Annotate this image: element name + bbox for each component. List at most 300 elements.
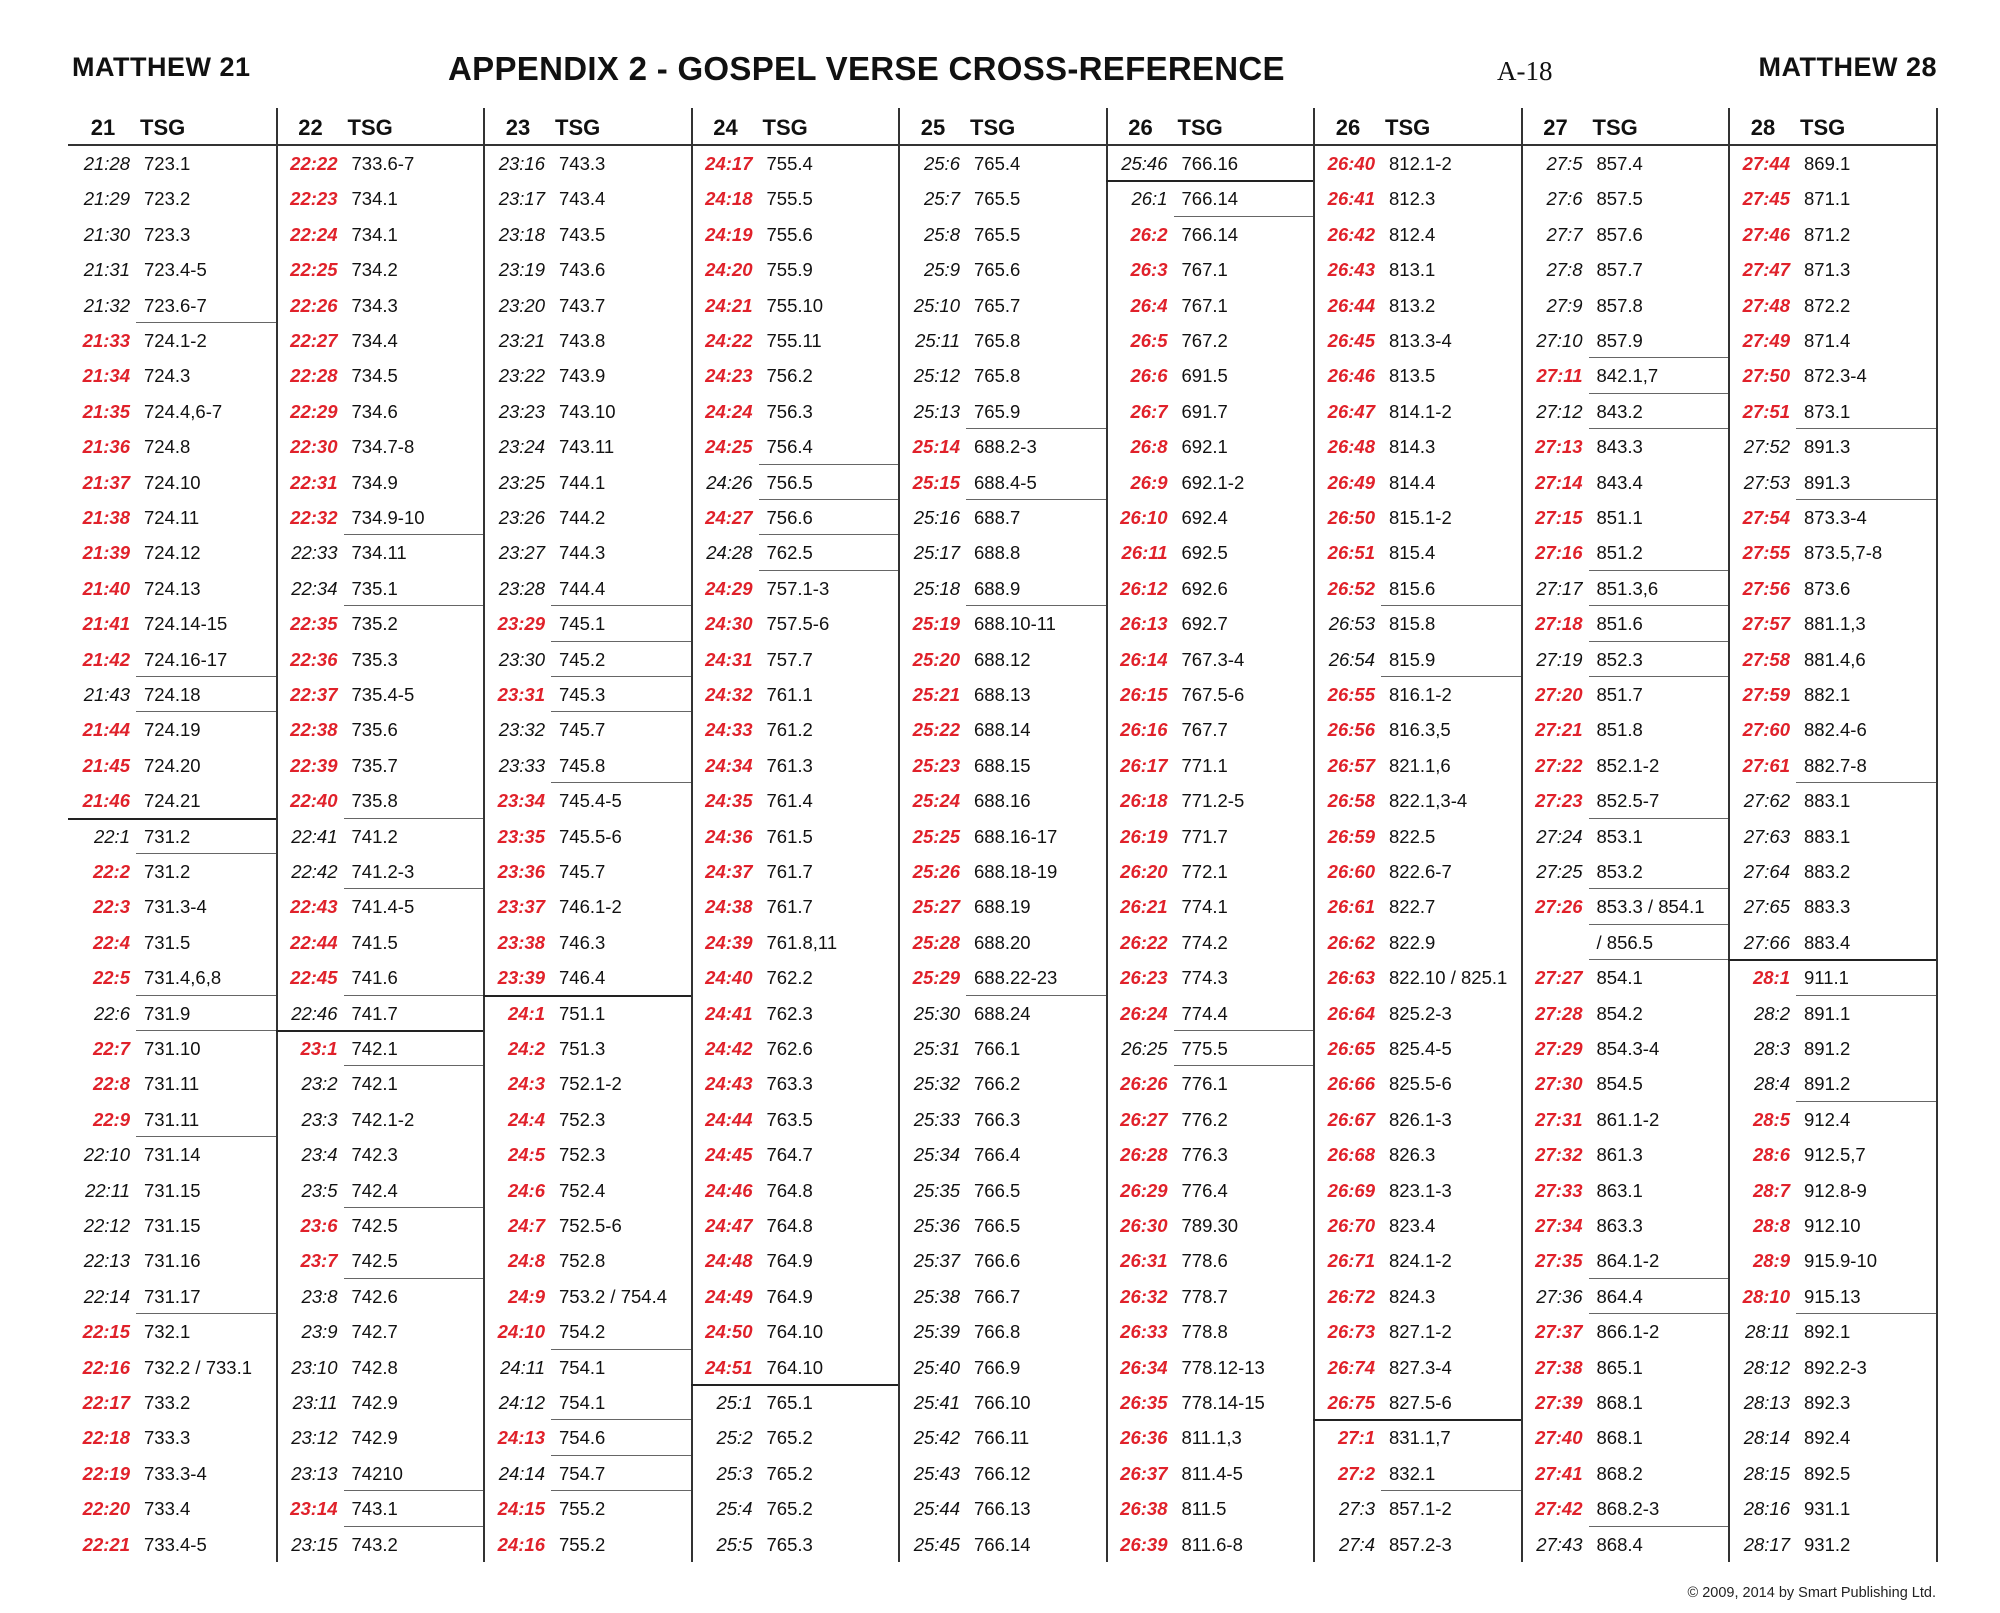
table-row — [898, 1526, 1106, 1561]
verse-reference: 22:8 — [92, 1073, 130, 1095]
tsg-reference: 741.7 — [351, 1002, 398, 1024]
tsg-reference: 857.7 — [1596, 259, 1643, 281]
verse-reference: 26:62 — [1327, 931, 1375, 953]
table-row — [1521, 818, 1729, 853]
tsg-reference: 731.16 — [144, 1250, 201, 1272]
group-divider — [1796, 428, 1936, 429]
verse-reference: 23:36 — [497, 861, 545, 882]
verse-reference: 22:25 — [290, 259, 338, 281]
verse-reference: 24:34 — [705, 754, 753, 776]
tsg-reference: 857.5 — [1596, 188, 1643, 210]
verse-reference: 22:20 — [82, 1498, 130, 1520]
column-3 — [483, 108, 693, 1562]
group-divider — [1589, 605, 1729, 606]
verse-reference: 27:1 — [1337, 1427, 1375, 1449]
tsg-reference: 723.3 — [144, 223, 191, 245]
tsg-reference: 735.4-5 — [351, 684, 415, 705]
table-row — [898, 924, 1106, 959]
table-row — [276, 747, 484, 782]
group-divider — [1174, 216, 1314, 217]
verse-reference: 26:12 — [1120, 577, 1168, 599]
verse-reference: 27:29 — [1535, 1038, 1583, 1059]
tsg-reference: 688.16 — [974, 790, 1031, 812]
verse-reference: 23:28 — [498, 577, 545, 599]
verse-reference: 27:66 — [1743, 931, 1790, 953]
table-row — [691, 1136, 899, 1171]
tsg-reference: 767.2 — [1181, 330, 1228, 351]
group-divider — [136, 711, 276, 712]
verse-reference: 27:44 — [1742, 153, 1790, 174]
tsg-reference: 746.1-2 — [559, 896, 622, 918]
group-divider — [551, 605, 691, 606]
tsg-reference: 823.1-3 — [1389, 1179, 1452, 1201]
tsg-reference: 764.10 — [766, 1356, 824, 1378]
tsg-reference: 757.7 — [766, 648, 813, 670]
table-row — [898, 782, 1106, 817]
verse-reference: 24:18 — [705, 188, 753, 210]
column-tsg-label: TSG — [762, 115, 808, 140]
table-row — [1106, 464, 1314, 499]
table-row — [1313, 464, 1521, 499]
table-row — [276, 1030, 484, 1065]
verse-reference: 21:28 — [83, 153, 130, 174]
chapter-divider — [691, 1384, 899, 1386]
tsg-reference: 871.4 — [1804, 330, 1851, 351]
tsg-reference: 692.1 — [1181, 436, 1228, 458]
tsg-reference: 815.4 — [1389, 542, 1436, 564]
table-row — [1106, 428, 1314, 463]
table-row — [276, 1455, 484, 1490]
table-row — [1106, 180, 1314, 215]
table-row — [483, 1384, 691, 1419]
verse-reference: 21:37 — [82, 471, 130, 493]
tsg-reference: 767.3-4 — [1181, 648, 1245, 670]
tsg-reference: 724.4,6-7 — [144, 400, 223, 422]
column-tsg-label: TSG — [1385, 115, 1431, 140]
table-row — [276, 711, 484, 746]
tsg-reference: 724.12 — [144, 542, 201, 564]
verse-reference: 21:33 — [82, 330, 130, 351]
tsg-reference: 766.5 — [974, 1215, 1021, 1236]
group-divider — [966, 428, 1106, 429]
table-row — [1313, 251, 1521, 286]
group-divider — [1589, 818, 1729, 819]
table-row — [483, 1101, 691, 1136]
table-row — [1728, 1172, 1936, 1207]
table-row — [1521, 534, 1729, 569]
column-7 — [1313, 108, 1523, 1562]
group-divider — [136, 995, 276, 996]
verse-reference: 28:7 — [1752, 1179, 1790, 1201]
tsg-reference: 825.4-5 — [1389, 1038, 1452, 1059]
verse-reference: 26:7 — [1130, 400, 1168, 422]
table-row — [691, 1242, 899, 1277]
tsg-reference: 766.2 — [974, 1073, 1021, 1095]
tsg-reference: 881.4,6 — [1804, 648, 1866, 670]
tsg-reference: 734.5 — [351, 365, 398, 387]
tsg-reference: 766.12 — [974, 1462, 1031, 1484]
tsg-reference: 766.5 — [974, 1179, 1021, 1201]
verse-reference: 22:37 — [290, 684, 338, 705]
tsg-reference: 724.19 — [144, 719, 201, 741]
table-row — [1313, 605, 1521, 640]
tsg-reference: 853.3 / 854.1 — [1596, 896, 1705, 918]
table-row — [276, 1278, 484, 1313]
table-row — [1106, 1172, 1314, 1207]
tsg-reference: 813.1 — [1389, 259, 1436, 281]
table-row — [483, 818, 691, 853]
tsg-reference: 756.4 — [766, 436, 813, 458]
table-row — [691, 357, 899, 392]
verse-reference: 25:34 — [913, 1144, 960, 1166]
tsg-reference: 752.4 — [559, 1179, 606, 1201]
tsg-reference: 766.6 — [974, 1250, 1021, 1272]
tsg-reference: 912.8-9 — [1804, 1179, 1867, 1201]
table-row — [691, 959, 899, 994]
tsg-reference: 826.3 — [1389, 1144, 1436, 1166]
column-tsg-label: TSG — [1592, 115, 1638, 140]
table-row — [1728, 1065, 1936, 1100]
group-divider — [1589, 357, 1729, 358]
verse-reference: 27:53 — [1743, 471, 1790, 493]
verse-reference: 23:33 — [498, 754, 545, 776]
tsg-reference: 761.8,11 — [766, 931, 838, 953]
table-row — [898, 711, 1106, 746]
verse-reference: 28:9 — [1752, 1250, 1790, 1272]
table-row — [68, 1384, 276, 1419]
verse-reference: 23:30 — [498, 648, 545, 670]
tsg-reference: 766.4 — [974, 1144, 1021, 1166]
verse-reference: 23:24 — [498, 436, 545, 458]
tsg-reference: 734.11 — [351, 542, 407, 564]
verse-reference: 22:12 — [83, 1215, 130, 1236]
verse-reference: 24:16 — [497, 1533, 545, 1555]
tsg-reference: 891.2 — [1804, 1073, 1851, 1095]
table-row — [483, 1065, 691, 1100]
table-row — [691, 853, 899, 888]
table-row — [898, 499, 1106, 534]
tsg-reference: 823.4 — [1389, 1215, 1436, 1236]
table-row — [1313, 570, 1521, 605]
tsg-reference: 731.5 — [144, 931, 191, 953]
tsg-reference: 891.2 — [1804, 1038, 1851, 1059]
verse-reference: 26:72 — [1327, 1285, 1375, 1307]
tsg-reference: 688.20 — [974, 931, 1031, 953]
tsg-reference: 751.3 — [559, 1038, 606, 1059]
tsg-reference: 692.7 — [1181, 613, 1228, 635]
verse-reference: 21:40 — [82, 577, 130, 599]
table-row — [691, 1313, 899, 1348]
table-row — [1728, 1455, 1936, 1490]
tsg-reference: 774.4 — [1181, 1002, 1228, 1024]
table-row — [276, 641, 484, 676]
table-row — [898, 641, 1106, 676]
verse-reference: 23:16 — [498, 153, 545, 174]
tsg-reference: 825.2-3 — [1389, 1002, 1452, 1024]
verse-reference: 26:55 — [1327, 684, 1375, 705]
verse-reference: 25:8 — [923, 223, 960, 245]
verse-reference: 27:65 — [1743, 896, 1790, 918]
tsg-reference: 868.4 — [1596, 1533, 1643, 1555]
verse-reference: 22:26 — [290, 294, 338, 316]
verse-reference: 22:15 — [82, 1321, 130, 1343]
table-row — [1313, 888, 1521, 923]
table-row — [1106, 287, 1314, 322]
group-divider — [1589, 1313, 1729, 1314]
header-right-book: MATTHEW 28 — [1758, 52, 1937, 82]
table-row — [1313, 676, 1521, 711]
table-row — [276, 534, 484, 569]
verse-reference: 24:40 — [705, 967, 753, 989]
table-row — [1728, 534, 1936, 569]
verse-reference: 23:1 — [300, 1038, 338, 1059]
table-row — [1521, 1313, 1729, 1348]
verse-reference: 26:44 — [1327, 294, 1375, 316]
tsg-reference: 755.5 — [766, 188, 813, 210]
verse-reference: 25:32 — [913, 1073, 960, 1095]
verse-reference: 24:6 — [507, 1179, 545, 1201]
chapter-divider — [483, 995, 691, 997]
table-row — [1313, 1101, 1521, 1136]
table-row — [691, 1384, 899, 1419]
verse-reference: 24:43 — [705, 1073, 753, 1095]
column-header — [1106, 108, 1314, 146]
table-row — [898, 747, 1106, 782]
table-row — [691, 924, 899, 959]
tsg-reference: 742.4 — [351, 1179, 398, 1201]
tsg-reference: 688.22-23 — [974, 967, 1058, 989]
table-row — [276, 676, 484, 711]
tsg-reference: 756.2 — [766, 365, 813, 387]
group-divider — [136, 1030, 276, 1031]
verse-reference: 25:5 — [716, 1533, 753, 1555]
table-row — [276, 1313, 484, 1348]
table-row — [68, 818, 276, 853]
verse-reference: 22:36 — [290, 648, 338, 670]
tsg-reference: 761.4 — [766, 790, 813, 812]
tsg-reference: 755.2 — [559, 1533, 606, 1555]
column-chapter-number: 25 — [920, 115, 946, 140]
verse-reference: 22:10 — [83, 1144, 130, 1166]
verse-reference: 25:27 — [912, 896, 960, 918]
tsg-reference: 872.2 — [1804, 294, 1851, 316]
group-divider — [344, 995, 484, 996]
verse-reference: 23:29 — [497, 613, 545, 635]
verse-reference: 26:6 — [1130, 365, 1168, 387]
table-row — [1728, 676, 1936, 711]
tsg-reference: 757.1-3 — [766, 577, 830, 599]
tsg-reference: 822.7 — [1389, 896, 1436, 918]
tsg-reference: 734.3 — [351, 294, 398, 316]
table-row — [1313, 1207, 1521, 1242]
verse-reference: 26:8 — [1130, 436, 1168, 458]
table-row — [1728, 1313, 1936, 1348]
verse-reference: 23:18 — [498, 223, 545, 245]
tsg-reference: 733.3 — [144, 1427, 191, 1449]
verse-reference: 25:4 — [716, 1498, 753, 1520]
table-row — [898, 216, 1106, 251]
tsg-reference: 843.4 — [1596, 471, 1643, 493]
tsg-reference: 742.5 — [351, 1215, 398, 1236]
tsg-reference: 766.14 — [974, 1533, 1031, 1555]
verse-reference: 26:34 — [1120, 1356, 1168, 1378]
group-divider — [966, 605, 1106, 606]
verse-reference: 26:48 — [1327, 436, 1375, 458]
table-row — [1521, 1101, 1729, 1136]
table-row — [1106, 1384, 1314, 1419]
table-row — [276, 853, 484, 888]
tsg-reference: 731.11 — [144, 1073, 200, 1095]
group-divider — [344, 1065, 484, 1066]
table-row — [1106, 888, 1314, 923]
table-row — [1106, 711, 1314, 746]
verse-reference: 25:20 — [912, 648, 960, 670]
table-row — [691, 1455, 899, 1490]
tsg-reference: 778.14-15 — [1181, 1392, 1265, 1413]
table-row — [1728, 711, 1936, 746]
table-row — [898, 1419, 1106, 1454]
table-row — [898, 995, 1106, 1030]
verse-reference: 26:42 — [1327, 223, 1375, 245]
column-chapter-number: 22 — [298, 115, 323, 140]
tsg-reference: 724.21 — [144, 790, 201, 812]
table-row — [1313, 1490, 1521, 1525]
tsg-reference: 825.5-6 — [1389, 1073, 1452, 1095]
verse-reference: 22:44 — [290, 931, 338, 953]
verse-reference: 26:13 — [1120, 613, 1168, 635]
group-divider — [1381, 1490, 1521, 1491]
verse-reference: 27:28 — [1535, 1002, 1583, 1024]
table-row — [483, 888, 691, 923]
table-row — [1106, 145, 1314, 180]
table-row — [691, 180, 899, 215]
table-row — [1521, 1384, 1729, 1419]
table-row — [1521, 1136, 1729, 1171]
table-row — [1521, 959, 1729, 994]
verse-reference: 24:12 — [498, 1392, 545, 1413]
group-divider — [551, 1490, 691, 1491]
verse-reference: 21:41 — [82, 613, 130, 635]
table-row — [483, 287, 691, 322]
table-row — [691, 1030, 899, 1065]
verse-reference: 21:36 — [82, 436, 130, 458]
chapter-divider — [276, 1030, 484, 1032]
group-divider — [551, 1349, 691, 1350]
group-divider — [551, 782, 691, 783]
verse-reference: 27:59 — [1742, 684, 1790, 705]
table-row — [1106, 1101, 1314, 1136]
table-row — [1521, 995, 1729, 1030]
group-divider — [551, 1419, 691, 1420]
table-row — [68, 711, 276, 746]
table-row — [276, 959, 484, 994]
verse-reference: 27:61 — [1742, 754, 1790, 776]
table-row — [898, 1455, 1106, 1490]
table-row — [1728, 357, 1936, 392]
tsg-reference: 734.6 — [351, 400, 398, 422]
tsg-reference: 691.5 — [1181, 365, 1228, 387]
tsg-reference: 765.1 — [766, 1392, 813, 1413]
table-row — [1313, 322, 1521, 357]
tsg-reference: 724.18 — [144, 684, 201, 705]
table-row — [1313, 853, 1521, 888]
verse-reference: 27:34 — [1535, 1215, 1583, 1236]
table-row — [1106, 959, 1314, 994]
table-row — [276, 1349, 484, 1384]
column-chapter-number: 21 — [90, 115, 116, 140]
table-row — [276, 818, 484, 853]
tsg-reference: 822.5 — [1389, 825, 1436, 847]
verse-reference: 25:35 — [913, 1179, 960, 1201]
tsg-reference: 744.1 — [559, 471, 606, 493]
tsg-reference: 843.3 — [1596, 436, 1643, 458]
table-row — [276, 251, 484, 286]
tsg-reference: 852.3 — [1596, 648, 1643, 670]
verse-reference: 22:5 — [92, 967, 130, 989]
column-header — [1313, 108, 1521, 146]
group-divider — [759, 570, 899, 571]
table-row — [276, 1526, 484, 1561]
verse-reference: 22:33 — [291, 542, 338, 564]
verse-reference: 27:43 — [1536, 1533, 1583, 1555]
verse-reference: 26:28 — [1120, 1144, 1168, 1166]
copyright-notice: © 2009, 2014 by Smart Publishing Ltd. — [1687, 1585, 1936, 1601]
table-row — [691, 464, 899, 499]
table-row — [1106, 782, 1314, 817]
column-header — [276, 108, 484, 146]
tsg-reference: 766.3 — [974, 1108, 1021, 1130]
page-title: APPENDIX 2 - GOSPEL VERSE CROSS-REFERENCE — [448, 50, 1285, 87]
tsg-reference: 765.8 — [974, 365, 1021, 387]
group-divider — [759, 499, 899, 500]
verse-reference: 24:25 — [705, 436, 753, 458]
table-row — [1728, 959, 1936, 994]
verse-reference: 22:9 — [92, 1108, 130, 1130]
column-1 — [68, 108, 278, 1562]
verse-reference: 26:11 — [1121, 542, 1168, 564]
table-row — [1728, 1242, 1936, 1277]
table-row — [483, 995, 691, 1030]
verse-reference: 27:35 — [1535, 1250, 1583, 1272]
table-row — [1521, 1349, 1729, 1384]
tsg-reference: 822.9 — [1389, 931, 1436, 953]
table-row — [1106, 995, 1314, 1030]
table-row — [1728, 145, 1936, 180]
tsg-reference: 733.2 — [144, 1392, 191, 1413]
tsg-reference: 731.17 — [144, 1285, 201, 1307]
tsg-reference: 815.6 — [1389, 577, 1436, 599]
table-row — [1106, 1065, 1314, 1100]
group-divider — [344, 888, 484, 889]
column-4 — [691, 108, 901, 1562]
tsg-reference: 764.10 — [766, 1321, 824, 1343]
group-divider — [344, 1490, 484, 1491]
table-row — [1313, 499, 1521, 534]
group-divider — [1589, 1278, 1729, 1279]
table-row — [483, 1455, 691, 1490]
verse-reference: 26:67 — [1327, 1108, 1375, 1130]
tsg-reference: 741.2 — [351, 825, 398, 847]
tsg-reference: 692.6 — [1181, 577, 1228, 599]
table-row — [68, 322, 276, 357]
tsg-reference: 752.3 — [559, 1144, 606, 1166]
table-row — [276, 216, 484, 251]
tsg-reference: 873.6 — [1804, 577, 1851, 599]
table-row — [1728, 853, 1936, 888]
table-row — [1728, 818, 1936, 853]
verse-reference: 26:61 — [1327, 896, 1375, 918]
verse-reference: 22:41 — [291, 825, 338, 847]
